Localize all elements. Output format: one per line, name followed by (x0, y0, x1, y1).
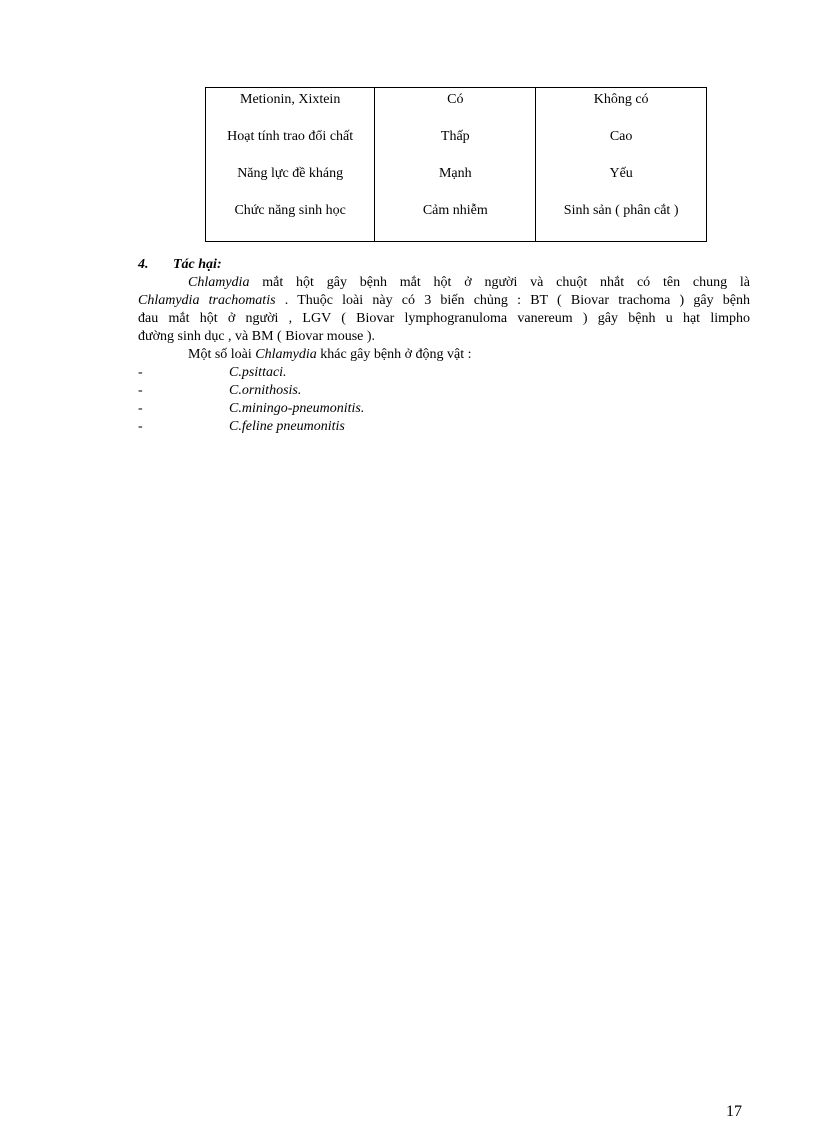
paragraph-line: Chlamydia mắt hột gây bệnh mắt hột ở người và chuột nhắt có tên chung là (188, 275, 750, 290)
section-harms (138, 256, 750, 436)
list-item (138, 418, 750, 436)
table-cell: Thấp (375, 127, 536, 164)
table-cell: Metionin, Xixtein (206, 88, 375, 128)
table-cell: Năng lực đề kháng (206, 164, 375, 201)
paragraph-chlamydia (138, 274, 750, 346)
paragraph-other-species (138, 346, 750, 364)
bullet-marker: - (138, 419, 143, 434)
table-row (206, 201, 707, 242)
comparison-table (205, 87, 707, 242)
table-cell: Không có (536, 88, 707, 128)
bullet-marker: - (138, 383, 143, 398)
species-list (138, 364, 750, 436)
table-row (206, 127, 707, 164)
bullet-marker: - (138, 401, 143, 416)
list-item (138, 400, 750, 418)
list-item-text: C.feline pneumonitis (229, 419, 345, 434)
section-number: 4. (138, 257, 149, 272)
table-row (206, 88, 707, 128)
paragraph-line: Chlamydia trachomatis . Thuộc loài này có 3 biến chủng : BT ( Biovar trachoma ) gây bệnh (138, 293, 750, 308)
paragraph-line: Một số loài Chlamydia khác gây bệnh ở động vật : (188, 347, 472, 362)
table-cell: Hoạt tính trao đổi chất (206, 127, 375, 164)
table-cell: Chức năng sinh học (206, 201, 375, 242)
list-item-text: C.ornithosis. (229, 383, 302, 398)
list-item-text: C.miningo-pneumonitis. (229, 401, 365, 416)
page-number: 17 (726, 1103, 742, 1120)
species-name: Chlamydia trachomatis (138, 293, 276, 308)
section-title: Tác hại: (173, 257, 222, 272)
species-name: Chlamydia (255, 347, 317, 362)
list-item (138, 382, 750, 400)
paragraph-line: đường sinh dục , và BM ( Biovar mouse ). (138, 329, 376, 344)
table-cell: Mạnh (375, 164, 536, 201)
table-cell: Cao (536, 127, 707, 164)
table-cell: Có (375, 88, 536, 128)
paragraph-line: đau mắt hột ở người , LGV ( Biovar lymphogranuloma vanereum ) gây bệnh u hạt limpho (138, 311, 750, 326)
species-name: Chlamydia (188, 275, 250, 290)
table-cell: Cảm nhiễm (375, 201, 536, 242)
section-heading (138, 256, 750, 274)
list-item (138, 364, 750, 382)
list-item-text: C.psittaci. (229, 365, 287, 380)
table-cell: Sinh sản ( phân cắt ) (536, 201, 707, 242)
table-row (206, 164, 707, 201)
table-cell: Yếu (536, 164, 707, 201)
bullet-marker: - (138, 365, 143, 380)
